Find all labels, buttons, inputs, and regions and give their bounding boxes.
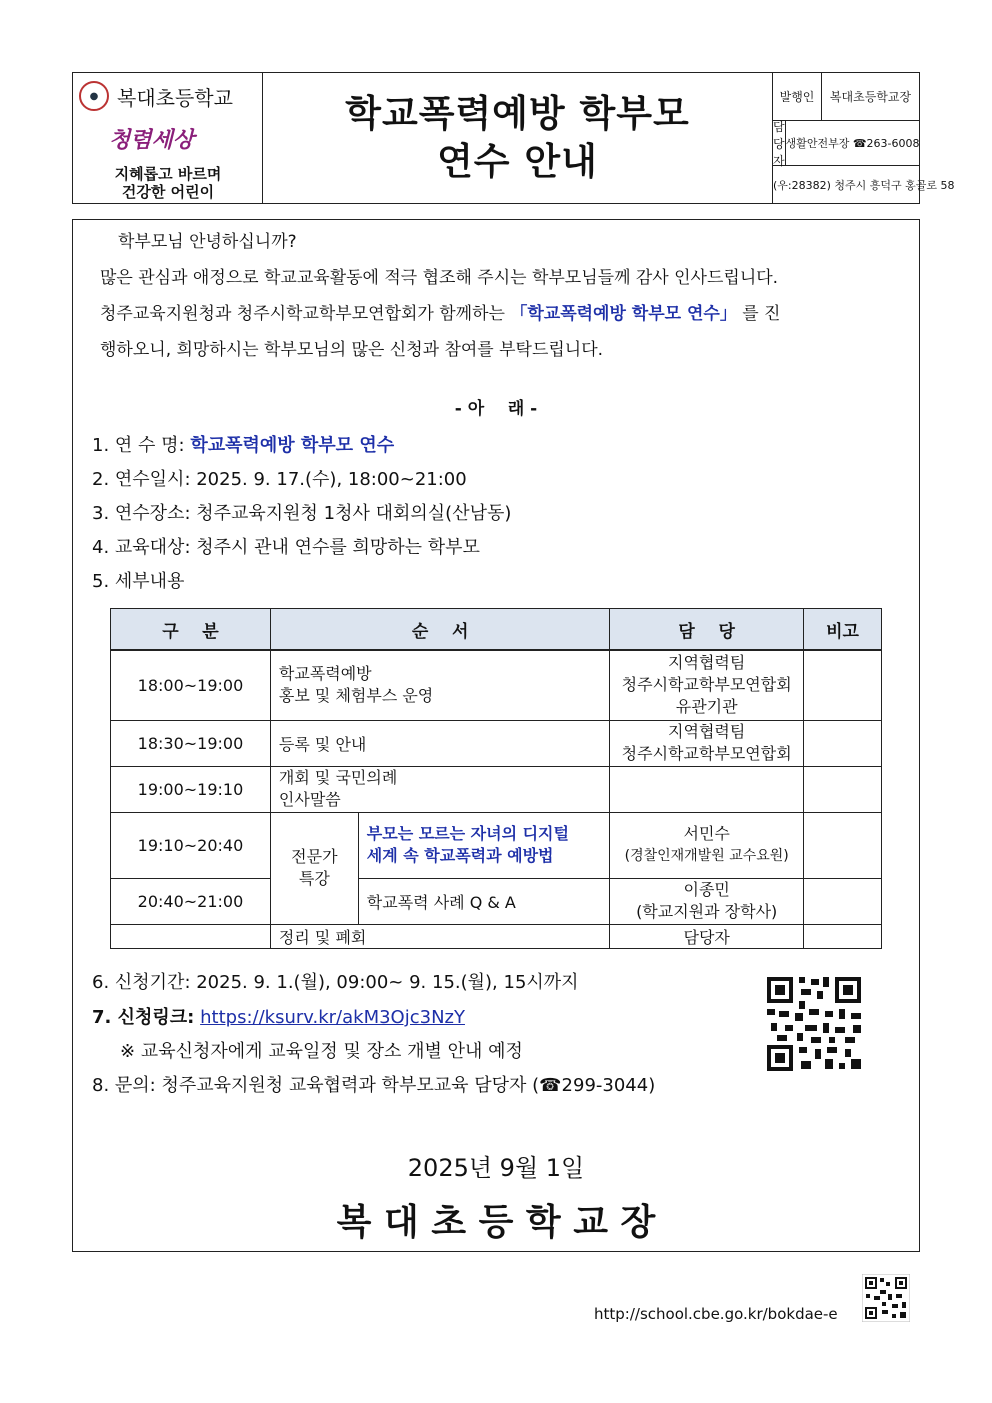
school-logo (79, 81, 233, 111)
notice-heading: - 아 래 - (454, 399, 538, 419)
table-row: 정리 및 폐회 담당자 (111, 924, 882, 948)
school-motto: 지혜롭고 바르며 건강한 어린이 (114, 165, 222, 201)
col-header-division: 구 분 (111, 609, 271, 651)
expert-lecture-group: 전문가 특강 (270, 812, 358, 924)
school-name: 복대초등학교 (117, 85, 233, 110)
training-name-highlight: 「학교폭력예방 학부모 연수」 (510, 304, 737, 324)
application-link[interactable]: https://ksurv.kr/akM3Ojc3NzY (200, 1007, 465, 1028)
col-header-in-charge: 담 당 (610, 609, 804, 651)
table-row: 18:30~19:00 등록 및 안내 지역협력팀 청주시학교학부모연합회 (111, 720, 882, 766)
school-emblem-icon: ● (79, 81, 109, 111)
address-row: (우:28382) 청주시 흥덕구 홍골로 58 (773, 178, 955, 192)
principal-signature: 복 대 초 등 학 교 장 (336, 1202, 656, 1243)
application-qr-code (765, 975, 863, 1073)
col-header-order: 순 서 (270, 609, 609, 651)
table-row: 18:00~19:00 학교폭력예방 홍보 및 체험부스 운영 지역협력팀 청주시학교학부모연합회 유관기관 (111, 650, 882, 720)
issuer-row: 발행인 복대초등학교장 (773, 73, 919, 121)
intro-line-2: 청주교육지원청과 청주시학교학부모연합회가 함께하는 「학교폭력예방 학부모 연수」 를 진 (100, 304, 781, 324)
application-note: ※ 교육신청자에게 교육일정 및 장소 개별 안내 예정 (120, 1041, 523, 1062)
document-title: 학교폭력예방 학부모 연수 안내 (263, 73, 773, 203)
school-website-url: http://school.cbe.go.kr/bokdae-e (594, 1305, 838, 1323)
item-details: 5. 세부내용 (92, 571, 185, 592)
item-inquiry: 8. 문의: 청주교육지원청 교육협력과 학부모교육 담당자 (☎299-3044) (92, 1075, 656, 1096)
table-row: 20:40~21:00 학교폭력 사례 Q & A 이종민 (학교지원과 장학사) (111, 878, 882, 924)
table-header-row (111, 609, 882, 651)
intro-line-3: 행하오니, 희망하시는 학부모님의 많은 신청과 참여를 부탁드립니다. (100, 340, 604, 360)
intro-line-1: 많은 관심과 애정으로 학교교육활동에 적극 협조해 주시는 학부모님들께 감사 인사드립니다. (100, 268, 779, 288)
col-header-remarks: 비고 (804, 609, 882, 651)
item-application-link: 7. 신청링크: https://ksurv.kr/akM3Ojc3NzY (92, 1007, 465, 1028)
item-training-date: 2. 연수일시: 2025. 9. 17.(수), 18:00~21:00 (92, 469, 467, 490)
schedule-table (110, 608, 882, 949)
item-audience: 4. 교육대상: 청주시 관내 연수를 희망하는 학부모 (92, 537, 480, 558)
issuer-info (773, 73, 955, 203)
contact-row: 담당자 생활안전부장 ☎263-6008 (773, 119, 920, 168)
school-logo-block (73, 73, 263, 203)
item-training-venue: 3. 연수장소: 청주교육지원청 1청사 대회의실(산남동) (92, 503, 512, 524)
integrity-logo: 청렴세상 (109, 128, 195, 153)
item-training-name: 1. 연 수 명: 학교폭력예방 학부모 연수 (92, 435, 395, 456)
letterhead (72, 72, 955, 204)
website-qr-code (862, 1274, 910, 1322)
issue-date: 2025년 9월 1일 (407, 1154, 585, 1182)
lecture-title: 부모는 모르는 자녀의 디지털 세계 속 학교폭력과 예방법 (358, 812, 610, 878)
table-row: 19:10~20:40 전문가 특강 부모는 모르는 자녀의 디지털 세계 속 학교폭력과 예방법 서민수 (경찰인재개발원 교수요원) (111, 812, 882, 878)
item-application-period: 6. 신청기간: 2025. 9. 1.(월), 09:00~ 9. 15.(월), 15시까지 (92, 972, 579, 993)
table-row: 19:00~19:10 개회 및 국민의례 인사말씀 (111, 766, 882, 812)
greeting: 학부모님 안녕하십니까? (118, 232, 297, 252)
